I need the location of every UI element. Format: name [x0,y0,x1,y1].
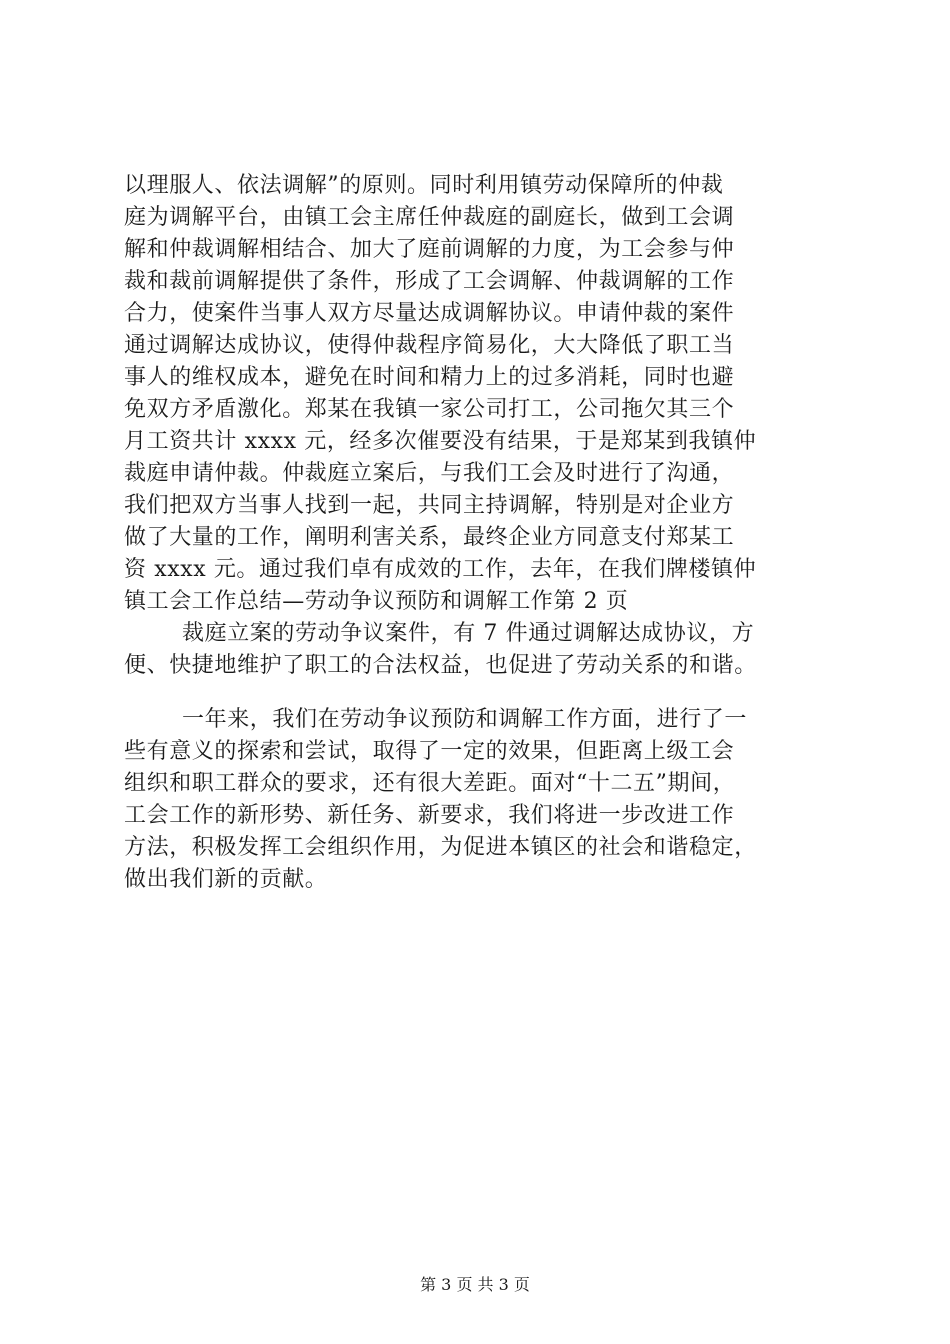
section-title-line: 镇工会工作总结—劳动争议预防和调解工作第 2 页 [124,589,629,614]
text-line: 组织和职工群众的要求，还有很大差距。面对“十二五”期间， [124,771,736,796]
text-line: 一年来，我们在劳动争议预防和调解工作方面，进行了一 [182,707,748,732]
text-line: 以理服人、依法调解”的原则。同时利用镇劳动保障所的仲裁 [124,173,724,198]
text-line: 我们把双方当事人找到一起，共同主持调解，特别是对企业方 [124,493,735,518]
text-line: 裁庭立案的劳动争议案件，有 7 件通过调解达成协议，方 [182,621,755,646]
text-line: 些有意义的探索和尝试，取得了一定的效果，但距离上级工会 [124,739,735,764]
page-number: 第 3 页 共 3 页 [420,1275,530,1294]
text-line: 裁和裁前调解提供了条件，形成了工会调解、仲裁调解的工作 [124,269,735,294]
text-line: 做出我们新的贡献。 [124,867,328,892]
text-line: 免双方矛盾激化。郑某在我镇一家公司打工，公司拖欠其三个 [124,397,735,422]
paragraph-3 [124,704,844,896]
text-line: 事人的维权成本，避免在时间和精力上的过多消耗，同时也避 [124,365,735,390]
text-line: 解和仲裁调解相结合、加大了庭前调解的力度，为工会参与仲 [124,237,735,262]
text-line: 裁庭申请仲裁。仲裁庭立案后，与我们工会及时进行了沟通， [124,461,735,486]
text-line: 方法，积极发挥工会组织作用，为促进本镇区的社会和谐稳定， [124,835,757,860]
text-line: 工会工作的新形势、新任务、新要求，我们将进一步改进工作 [124,803,735,828]
paragraph-gap [124,682,844,704]
text-line: 庭为调解平台，由镇工会主席任仲裁庭的副庭长，做到工会调 [124,205,735,230]
text-line: 便、快捷地维护了职工的合法权益，也促进了劳动关系的和谐。 [124,653,757,678]
text-line: 合力，使案件当事人双方尽量达成调解协议。申请仲裁的案件 [124,301,735,326]
text-line: 资 xxxx 元。通过我们卓有成效的工作，去年，在我们牌楼镇仲 [124,557,757,582]
text-line: 做了大量的工作，阐明利害关系，最终企业方同意支付郑某工 [124,525,735,550]
document-body [124,170,844,896]
page-footer [0,1275,950,1295]
text-line: 通过调解达成协议，使得仲裁程序简易化，大大降低了职工当 [124,333,735,358]
paragraph-1 [124,170,844,618]
text-line: 月工资共计 xxxx 元，经多次催要没有结果，于是郑某到我镇仲 [124,429,757,454]
paragraph-2 [124,618,844,682]
